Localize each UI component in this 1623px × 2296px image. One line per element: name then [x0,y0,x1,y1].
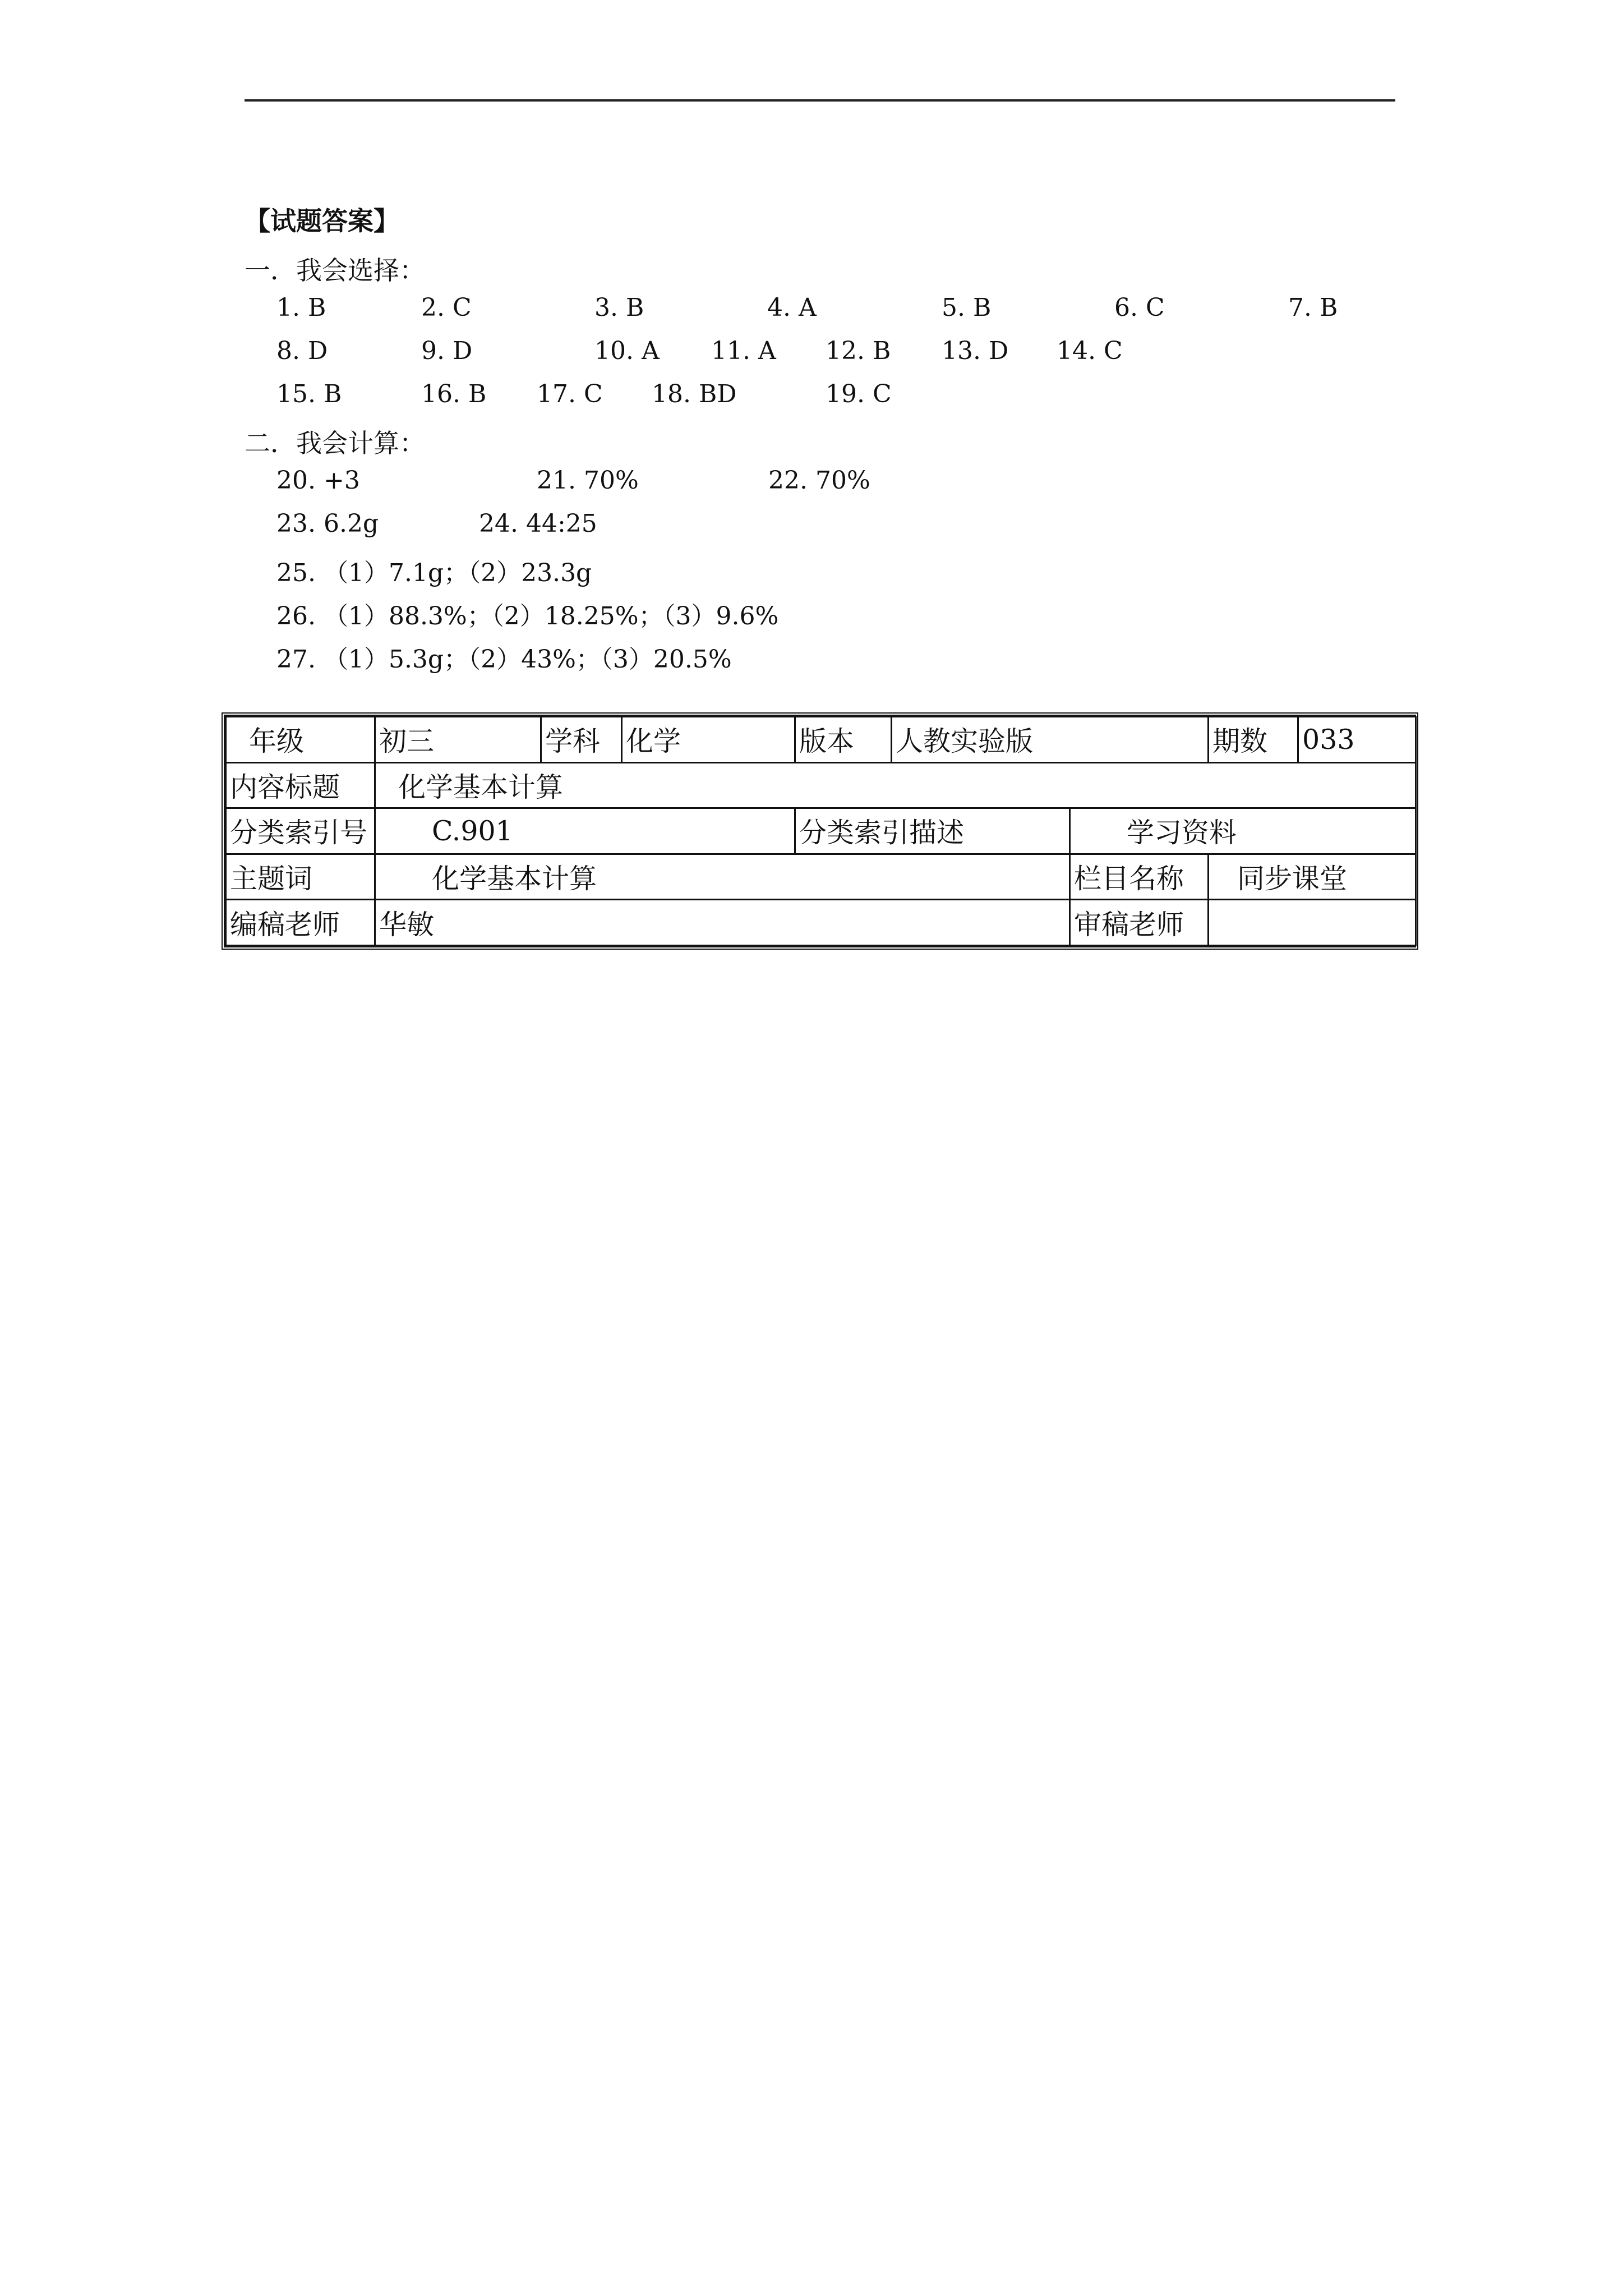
answer-item: 5. B [942,293,992,322]
subject-value: 化学 [622,717,795,763]
answer-item: 13. D [942,337,1009,365]
issue-label: 期数 [1209,717,1298,763]
answer-item: 17. C [537,380,603,408]
header-rule [245,99,1395,102]
reviewer-value [1209,900,1416,946]
column-label: 栏目名称 [1070,854,1209,900]
answer-item: 14. C [1057,337,1123,365]
reviewer-label: 审稿老师 [1070,900,1209,946]
answer-item: 25. （1）7.1g；（2）23.3g [276,559,592,587]
answer-item: 21. 70% [537,466,639,495]
column-value: 同步课堂 [1209,854,1416,900]
class-desc-value: 学习资料 [1070,808,1416,854]
grade-label: 年级 [226,717,375,763]
answer-item: 20. +3 [276,466,360,495]
answer-item: 26. （1）88.3%；（2）18.25%；（3）9.6% [276,602,779,631]
answer-item: 8. D [276,337,328,365]
answer-item: 7. B [1288,293,1338,322]
answer-item: 1. B [276,293,326,322]
issue-value: 033 [1298,717,1416,763]
class-index-value: C.901 [375,808,795,854]
content-title-value: 化学基本计算 [375,762,1416,808]
edition-label: 版本 [795,717,892,763]
answer-item: 19. C [826,380,892,408]
answer-item: 15. B [276,380,342,408]
answer-item: 2. C [421,293,472,322]
answer-item: 4. A [767,293,817,322]
answer-item: 23. 6.2g [276,509,379,538]
answer-item: 16. B [421,380,487,408]
answer-item: 9. D [421,337,473,365]
answer-item: 12. B [826,337,891,365]
answer-item: 22. 70% [768,466,870,495]
section-heading-choice: 一．我会选择： [245,255,425,286]
answer-item: 11. A [711,337,776,365]
content-title-label: 内容标题 [226,762,375,808]
answer-item: 3. B [594,293,644,322]
answer-item: 18. BD [652,380,737,408]
subject-label: 学科 [541,717,622,763]
editor-label: 编稿老师 [226,900,375,946]
edition-value: 人教实验版 [892,717,1209,763]
keyword-value: 化学基本计算 [375,854,1070,900]
answer-item: 6. C [1114,293,1165,322]
metadata-table [222,712,1418,950]
keyword-label: 主题词 [226,854,375,900]
grade-value: 初三 [375,717,541,763]
class-desc-label: 分类索引描述 [795,808,1070,854]
editor-value: 华敏 [375,900,1070,946]
answer-item: 24. 44:25 [479,509,597,538]
section-heading-calc: 二．我会计算： [245,428,425,458]
answer-key-title: 【试题答案】 [245,206,399,236]
answer-item: 27. （1）5.3g；（2）43%；（3）20.5% [276,645,732,674]
answer-item: 10. A [594,337,660,365]
class-index-label: 分类索引号 [226,808,375,854]
